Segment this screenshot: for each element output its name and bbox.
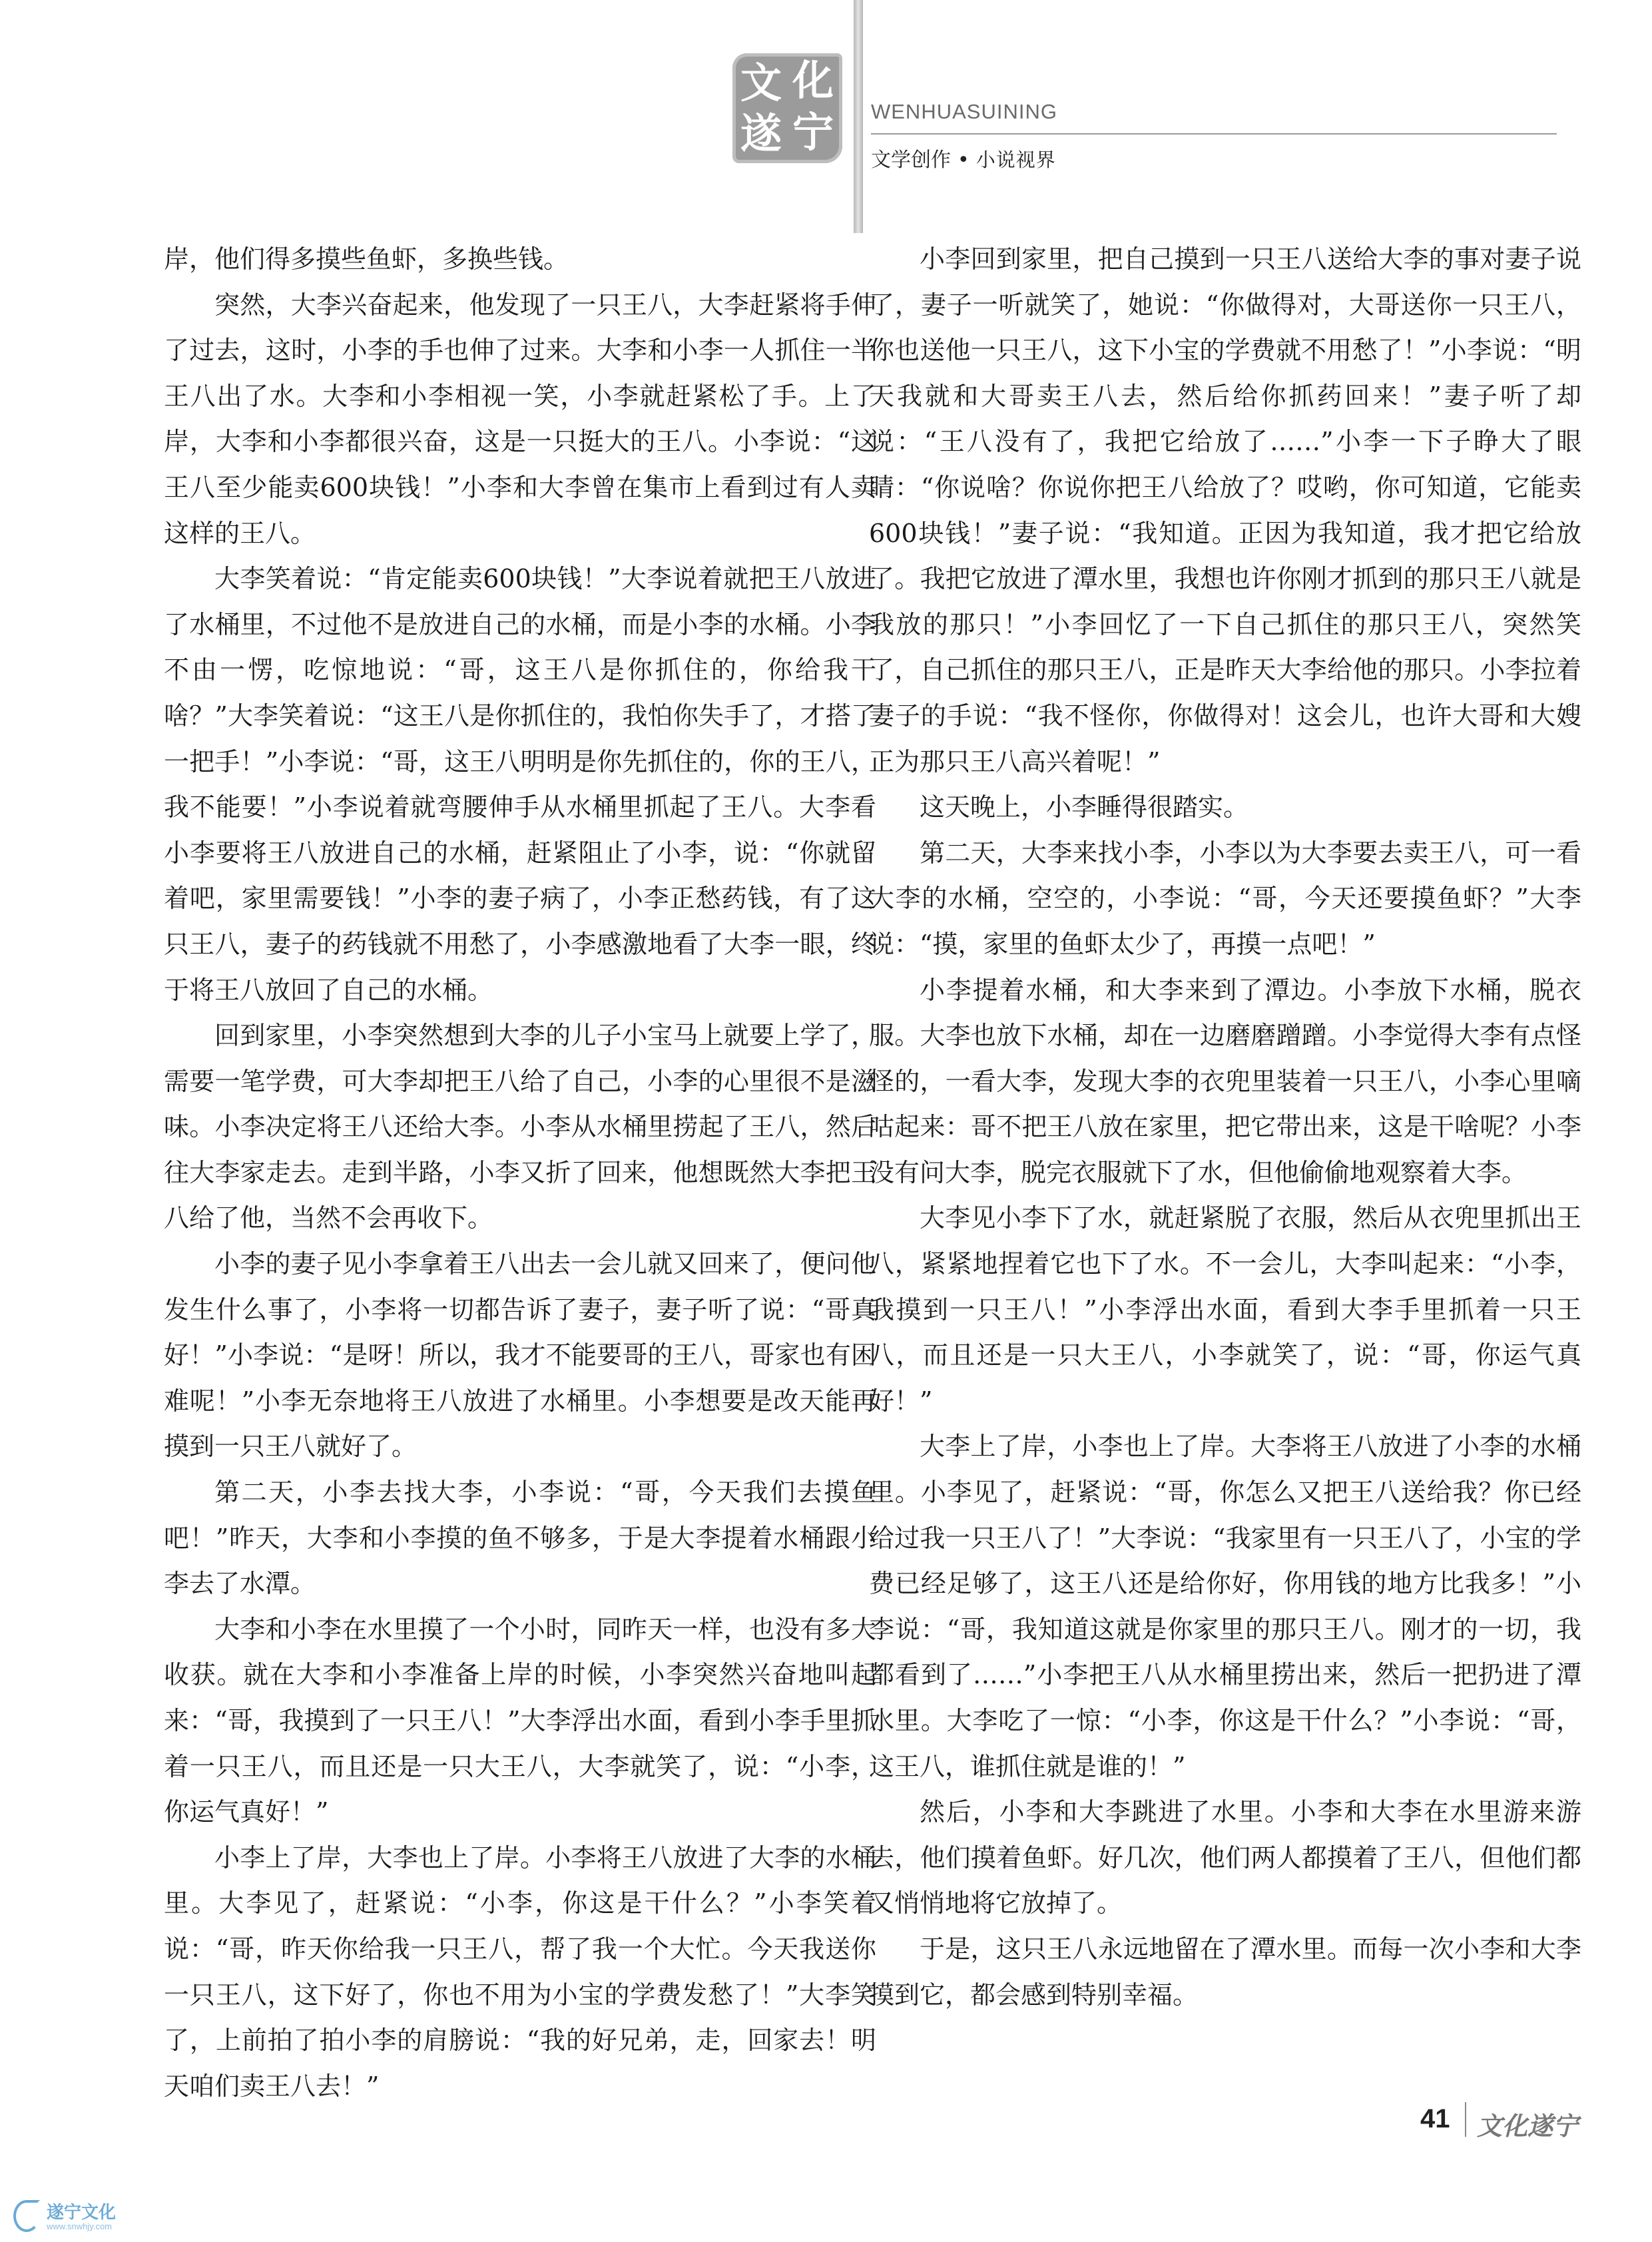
article-column-left: [164, 236, 876, 2141]
magazine-logo: [732, 53, 842, 163]
footer-magazine-title: 文化遂宁: [1477, 2111, 1579, 2141]
paragraph: 岸，他们得多摸些鱼虾，多换些钱。: [164, 244, 569, 274]
footer-separator: [1465, 2102, 1466, 2137]
header-divider: [871, 133, 1557, 135]
logo-char: 遂: [740, 109, 782, 158]
page-number: 41: [1420, 2104, 1450, 2133]
paragraph: 这天晚上，小李睡得很踏实。: [920, 792, 1249, 822]
header-vertical-rule: [854, 0, 863, 233]
paragraph: 大李见小李下了水，就赶紧脱了衣服，然后从衣兜里抓出王八，紧紧地捏着它也下了水。不一会儿，大李叫起来：“小李，我摸到一只王八！”小李浮出水面，看到大李手里抓着一只王八，而且还是一只大王八，小李就笑了，说：“哥，你运气真好！”: [869, 1203, 1581, 1416]
paragraph: 小李的妻子见小李拿着王八出去一会儿就又回来了，便问他发生什么事了，小李将一切都告诉了妻子，妻子听了说：“哥真好！”小李说：“是呀！所以，我才不能要哥的王八，哥家也有困难呢！”小李无奈地将王八放进了水桶里。小李想要是改天能再摸到一只王八就好了。: [164, 1249, 876, 1462]
paragraph: 小李提着水桶，和大李来到了潭边。小李放下水桶，脱衣服。大李也放下水桶，却在一边磨磨蹭蹭。小李觉得大李有点怪怪的，一看大李，发现大李的衣兜里装着一只王八，小李心里嘀咕起来：哥不把王八放在家里，把它带出来，这是干啥呢？小李没有问大李，脱完衣服就下了水，但他偷偷地观察着大李。: [869, 975, 1581, 1187]
paragraph: 小李上了岸，大李也上了岸。小李将王八放进了大李的水桶里。大李见了，赶紧说：“小李，你这是干什么？”小李笑着说：“哥，昨天你给我一只王八，帮了我一个大忙。今天我送你一只王八，这下好了，你也不用为小宝的学费发愁了！”大李笑了，上前拍了拍小李的肩膀说：“我的好兄弟，走，回家去！明天咱们卖王八去！”: [164, 1842, 876, 2101]
logo-char: 宁: [792, 108, 834, 156]
logo-char: 文: [740, 59, 782, 107]
logo-char: 化: [792, 56, 834, 105]
section-title: 文学创作: [871, 148, 951, 172]
watermark: [13, 2197, 166, 2237]
wing-logo-icon: [13, 2200, 40, 2232]
section-label: [871, 143, 1056, 172]
watermark-text: 遂宁文化: [47, 2203, 117, 2223]
paragraph: 小李回到家里，把自己摸到一只王八送给大李的事对妻子说了，妻子一听就笑了，她说：“你做得对，大哥送你一只王八，你也送他一只王八，这下小宝的学费就不用愁了！”小李说：“明天我就和大哥卖王八去，然后给你抓药回来！”妻子听了却说：“王八没有了，我把它给放了……”小李一下子睁大了眼睛：“你说啥？你说你把王八给放了？哎哟，你可知道，它能卖600块钱！”妻子说：“我知道。正因为我知道，我才把它给放了。我把它放进了潭水里，我想也许你刚才抓到的那只王八就是我放的那只！”小李回忆了一下自己抓住的那只王八，突然笑了，自己抓住的那只王八，正是昨天大李给他的那只。小李拉着妻子的手说：“我不怪你，你做得对！这会儿，也许大哥和大嫂正为那只王八高兴着呢！”: [869, 244, 1581, 776]
paragraph: 然后，小李和大李跳进了水里。小李和大李在水里游来游去，他们摸着鱼虾。好几次，他们两人都摸着了王八，但他们都又悄悄地将它放掉了。: [869, 1797, 1581, 1918]
site-name: WENHUASUINING: [871, 100, 1057, 123]
paragraph: 大李笑着说：“肯定能卖600块钱！”大李说着就把王八放进了水桶里，不过他不是放进自己的水桶，而是小李的水桶。小李不由一愣，吃惊地说：“哥，这王八是你抓住的，你给我干啥？”大李笑着说：“这王八是你抓住的，我怕你失手了，才搭了一把手！”小李说：“哥，这王八明明是你先抓住的，你的王八，我不能要！”小李说着就弯腰伸手从水桶里抓起了王八。大李看小李要将王八放进自己的水桶，赶紧阻止了小李，说：“你就留着吧，家里需要钱！”小李的妻子病了，小李正愁药钱，有了这只王八，妻子的药钱就不用愁了，小李感激地看了大李一眼，终于将王八放回了自己的水桶。: [164, 564, 876, 1005]
paragraph: 回到家里，小李突然想到大李的儿子小宝马上就要上学了，需要一笔学费，可大李却把王八给了自己，小李的心里很不是滋味。小李决定将王八还给大李。小李从水桶里捞起了王八，然后往大李家走去。走到半路，小李又折了回来，他想既然大李把王八给了他，当然不会再收下。: [164, 1021, 876, 1233]
subsection-title: 小说视界: [975, 148, 1056, 171]
section-separator: •: [958, 148, 969, 172]
paragraph: 于是，这只王八永远地留在了潭水里。而每一次小李和大李摸到它，都会感到特别幸福。: [869, 1934, 1581, 2010]
paragraph: 大李和小李在水里摸了一个小时，同昨天一样，也没有多大收获。就在大李和小李准备上岸的时候，小李突然兴奋地叫起来：“哥，我摸到了一只王八！”大李浮出水面，看到小李手里抓着一只王八，而且还是一只大王八，大李就笑了，说：“小李，你运气真好！”: [164, 1614, 876, 1827]
watermark-url: www.snwhjy.com: [47, 2221, 113, 2231]
paragraph: 第二天，小李去找大李，小李说：“哥，今天我们去摸鱼吧！”昨天，大李和小李摸的鱼不够多，于是大李提着水桶跟小李去了水潭。: [164, 1478, 876, 1599]
paragraph: 第二天，大李来找小李，小李以为大李要去卖王八，可一看大李的水桶，空空的，小李说：“哥，今天还要摸鱼虾？”大李说：“摸，家里的鱼虾太少了，再摸一点吧！”: [869, 838, 1581, 959]
paragraph: 突然，大李兴奋起来，他发现了一只王八，大李赶紧将手伸了过去，这时，小李的手也伸了过来。大李和小李一人抓住一半王八出了水。大李和小李相视一笑，小李就赶紧松了手。上了岸，大李和小李都很兴奋，这是一只挺大的王八。小李说：“这王八至少能卖600块钱！”小李和大李曾在集市上看到过有人卖这样的王八。: [164, 290, 876, 548]
article-column-right: [869, 236, 1581, 2141]
paragraph: 大李上了岸，小李也上了岸。大李将王八放进了小李的水桶里。小李见了，赶紧说：“哥，你怎么又把王八送给我？你已经给过我一只王八了！”大李说：“我家里有一只王八了，小宝的学费已经足够了，这王八还是给你好，你用钱的地方比我多！”小李说：“哥，我知道这就是你家里的那只王八。刚才的一切，我都看到了……”小李把王八从水桶里捞出来，然后一把扔进了潭水里。大李吃了一惊：“小李，你这是干什么？”小李说：“哥，这王八，谁抓住就是谁的！”: [869, 1432, 1581, 1781]
